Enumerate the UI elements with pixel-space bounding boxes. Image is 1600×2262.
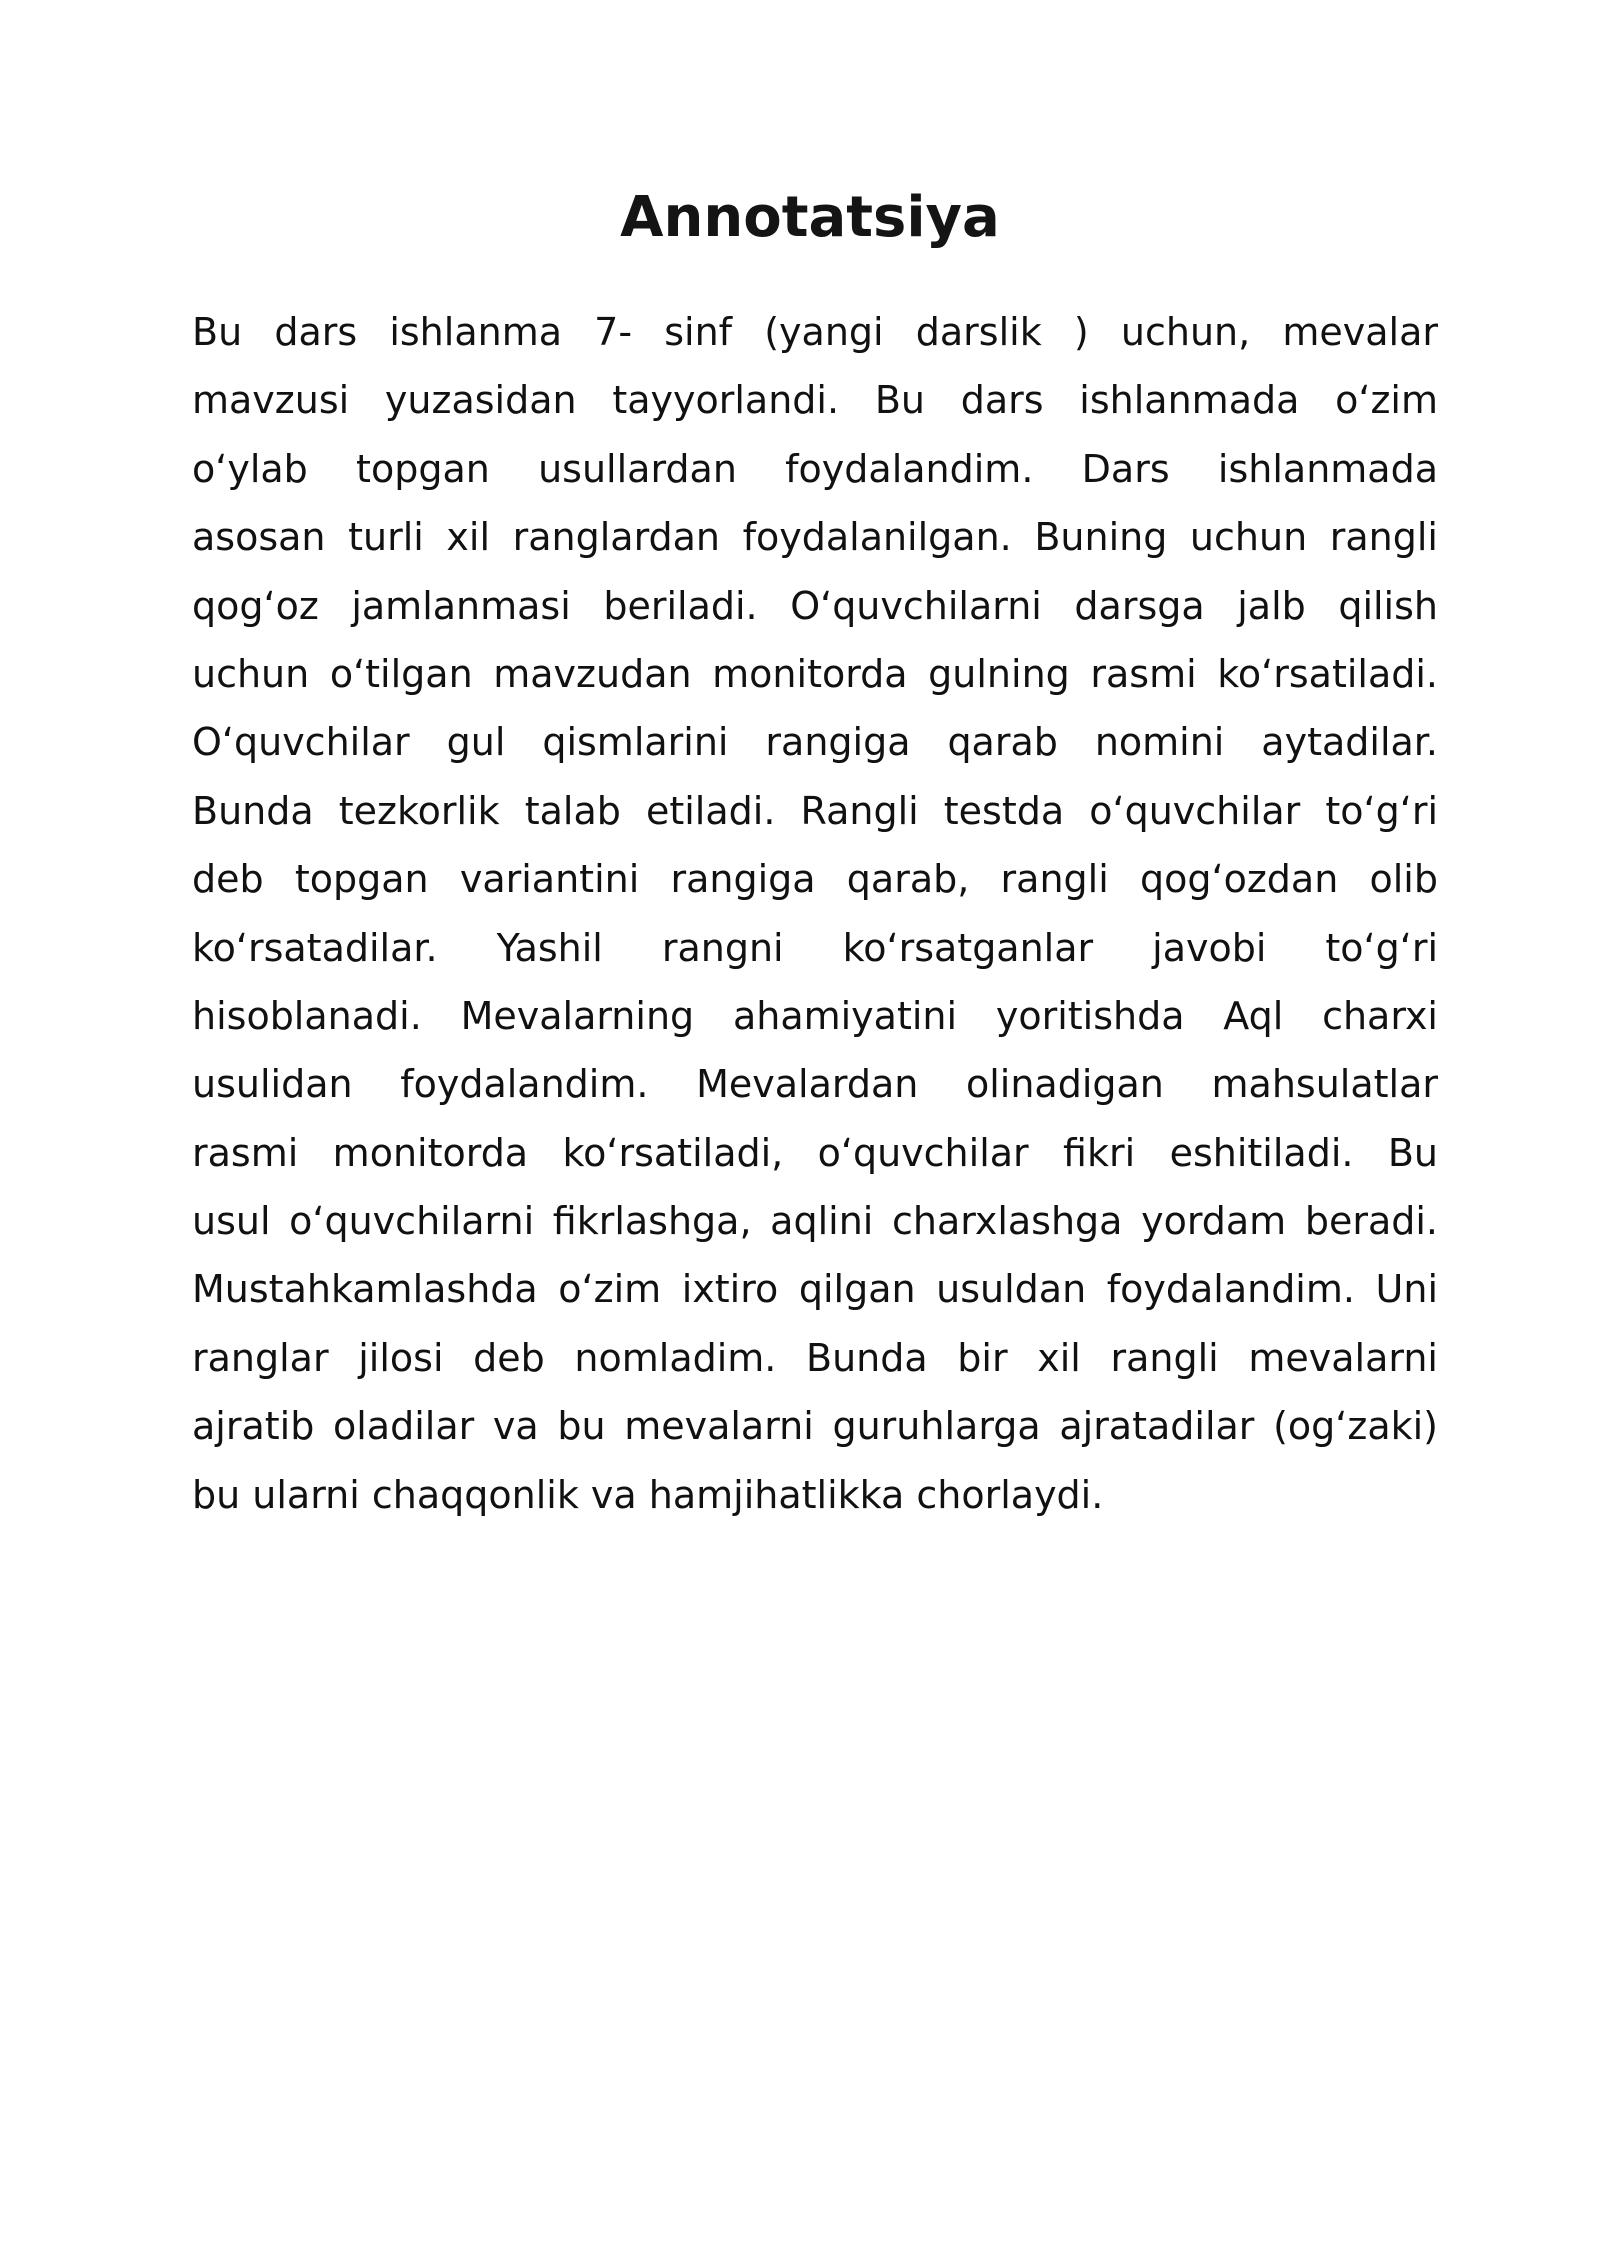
paragraph-line: qog‘oz jamlanmasi beriladi. O‘quvchilarni darsga jalb qilish (192, 583, 1438, 628)
annotation-body (192, 298, 1438, 1529)
paragraph-line: ranglar jilosi deb nomladim. Bunda bir xil rangli mevalarni (192, 1335, 1438, 1380)
paragraph-line: ajratib oladilar va bu mevalarni guruhlarga ajratadilar (og‘zaki) (192, 1404, 1438, 1449)
paragraph-line: hisoblanadi. Mevalarning ahamiyatini yoritishda Aql charxi (192, 993, 1438, 1038)
paragraph-line: O‘quvchilar gul qismlarini rangiga qarab nomini aytadilar. (192, 720, 1438, 765)
paragraph-line: asosan turli xil ranglardan foydalanilgan. Buning uchun rangli (192, 515, 1438, 560)
paragraph-line: deb topgan variantini rangiga qarab, rangli qog‘ozdan olib (192, 857, 1438, 902)
paragraph-line: uchun o‘tilgan mavzudan monitorda gulning rasmi ko‘rsatiladi. (192, 651, 1438, 696)
paragraph-line: bu ularni chaqqonlik va hamjihatlikka chorlaydi. (192, 1472, 1104, 1517)
paragraph-line: usulidan foydalandim. Mevalardan olinadigan mahsulatlar (192, 1062, 1438, 1107)
paragraph-line: Mustahkamlashda o‘zim ixtiro qilgan usuldan foydalandim. Uni (192, 1267, 1438, 1312)
paragraph-line: mavzusi yuzasidan tayyorlandi. Bu dars ishlanmada o‘zim (192, 378, 1438, 423)
paragraph-line: ko‘rsatadilar. Yashil rangni ko‘rsatganlar javobi to‘g‘ri (192, 925, 1438, 970)
paragraph-line: Bu dars ishlanma 7- sinf (yangi darslik ) uchun, mevalar (192, 310, 1438, 354)
paragraph-line: rasmi monitorda ko‘rsatiladi, o‘quvchilar fikri eshitiladi. Bu (192, 1130, 1438, 1175)
paragraph-line: usul o‘quvchilarni fikrlashga, aqlini charxlashga yordam beradi. (192, 1199, 1438, 1244)
paragraph-line: o‘ylab topgan usullardan foydalandim. Dars ishlanmada (192, 446, 1438, 491)
paragraph-line: Bunda tezkorlik talab etiladi. Rangli testda o‘quvchilar to‘g‘ri (192, 788, 1438, 833)
page-title: Annotatsiya (620, 185, 1000, 250)
